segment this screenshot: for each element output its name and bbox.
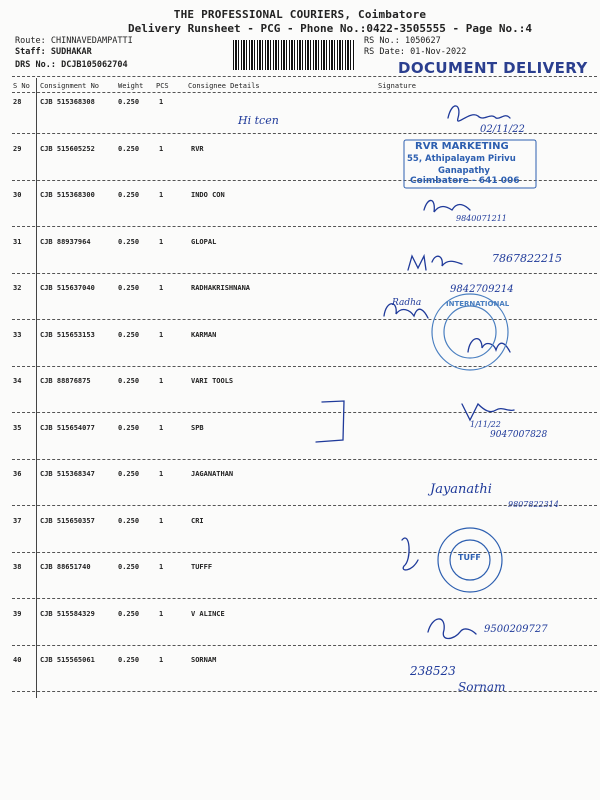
cell-consignee: GLOPAL — [191, 238, 217, 246]
handwritten-date-35: 1/11/22 — [470, 420, 501, 429]
cell-consignment: CJB 515368300 — [40, 191, 95, 199]
cell-sno: 36 — [13, 470, 22, 478]
cell-consignee: RADHAKRISHNANA — [191, 284, 251, 292]
cell-pcs: 1 — [159, 424, 164, 432]
cell-sno: 40 — [13, 656, 22, 664]
cell-consignment: CJB 88876875 — [40, 377, 91, 385]
cell-consignee: KARMAN — [191, 331, 217, 339]
bracket-mark-35 — [316, 401, 344, 442]
cell-pcs: 1 — [159, 563, 164, 571]
cell-pcs: 1 — [159, 284, 164, 292]
signature-39 — [428, 619, 476, 639]
header-rule-bottom — [12, 92, 597, 93]
cell-pcs: 1 — [159, 145, 164, 153]
col-header-sno: S No — [13, 82, 30, 90]
handwritten-number-30: 9840071211 — [456, 214, 507, 223]
col-header-pcs: PCS — [156, 82, 169, 90]
cell-consignee: RVR — [191, 145, 204, 153]
cell-consignment: CJB 515650357 — [40, 517, 95, 525]
cell-weight: 0.250 — [118, 238, 140, 246]
rvr-stamp-line2: 55, Athipalayam Pirivu — [407, 154, 516, 164]
cell-weight: 0.250 — [118, 656, 140, 664]
runsheet-subtitle: Delivery Runsheet - PCG - Phone No.:0422-3505555 - Page No.:4 — [128, 22, 532, 35]
rs-date-label: RS Date: — [364, 47, 405, 57]
row-divider — [12, 412, 597, 413]
cell-weight: 0.250 — [118, 284, 140, 292]
cell-sno: 29 — [13, 145, 22, 153]
cell-consignment: CJB 515637040 — [40, 284, 95, 292]
col-header-consignee: Consignee Details — [188, 82, 260, 90]
cell-weight: 0.250 — [118, 610, 140, 618]
table-row — [0, 563, 600, 573]
table-row — [0, 98, 600, 108]
cell-consignment: CJB 515584329 — [40, 610, 95, 618]
row-divider — [12, 319, 597, 320]
company-title: THE PROFESSIONAL COURIERS, Coimbatore — [173, 8, 427, 21]
col-header-weight: Weight — [118, 82, 144, 90]
handwritten-signature-36: Jayanathi — [430, 482, 492, 497]
route-value: CHINNAVEDAMPATTI — [50, 36, 133, 46]
rs-date-value: 01-Nov-2022 — [410, 47, 467, 57]
cell-weight: 0.250 — [118, 517, 140, 525]
cell-consignee: JAGANATHAN — [191, 470, 234, 478]
drs-label: DRS No.: — [15, 60, 56, 70]
barcode — [233, 40, 355, 70]
cell-weight: 0.250 — [118, 563, 140, 571]
table-row — [0, 238, 600, 248]
rvr-stamp-line1: RVR MARKETING — [415, 141, 509, 152]
cell-pcs: 1 — [159, 656, 164, 664]
handwritten-consignee-28: Hi tcen — [238, 114, 279, 127]
row-divider — [12, 645, 597, 646]
cell-weight: 0.250 — [118, 377, 140, 385]
cell-consignment: CJB 88937964 — [40, 238, 91, 246]
rvr-stamp-line3: Ganapathy — [438, 166, 490, 176]
row-divider — [12, 366, 597, 367]
cell-sno: 37 — [13, 517, 22, 525]
cell-consignment: CJB 515605252 — [40, 145, 95, 153]
route-line — [15, 36, 133, 46]
document-delivery-stamp: DOCUMENT DELIVERY — [398, 59, 588, 77]
col-header-consignment: Consignment No — [40, 82, 100, 90]
cell-consignee: SORNAM — [191, 656, 217, 664]
cell-consignment: CJB 515654077 — [40, 424, 95, 432]
cell-pcs: 1 — [159, 238, 164, 246]
table-row — [0, 610, 600, 620]
cell-weight: 0.250 — [118, 424, 140, 432]
column-divider — [36, 78, 37, 698]
cell-consignee: TUFFF — [191, 563, 213, 571]
cell-sno: 39 — [13, 610, 22, 618]
cell-pcs: 1 — [159, 377, 164, 385]
cell-pcs: 1 — [159, 98, 164, 106]
table-row — [0, 470, 600, 480]
cell-consignee: INDO CON — [191, 191, 225, 199]
handwritten-name-32: Radha — [392, 298, 422, 308]
cell-pcs: 1 — [159, 517, 164, 525]
row-divider — [12, 691, 597, 692]
table-row — [0, 191, 600, 201]
handwritten-date-28: 02/11/22 — [480, 124, 525, 135]
table-row — [0, 377, 600, 387]
cell-consignment: CJB 515368308 — [40, 98, 95, 106]
table-row — [0, 656, 600, 666]
cell-pcs: 1 — [159, 470, 164, 478]
handwritten-number-35: 9047007828 — [490, 430, 548, 440]
cell-consignment: CJB 515653153 — [40, 331, 95, 339]
rs-no-value: 1050627 — [404, 36, 441, 46]
cell-pcs: 1 — [159, 191, 164, 199]
signature-30 — [424, 200, 470, 212]
seal1-text: INTERNATIONAL — [446, 300, 510, 308]
staff-line — [15, 47, 92, 57]
handwritten-number-31: 7867822215 — [492, 252, 562, 265]
cell-consignee: CRI — [191, 517, 204, 525]
row-divider — [12, 273, 597, 274]
signature-31 — [408, 256, 462, 270]
cell-consignee: SPB — [191, 424, 204, 432]
cell-sno: 31 — [13, 238, 22, 246]
cell-pcs: 1 — [159, 610, 164, 618]
header-rule-top — [12, 76, 597, 77]
cell-consignment: CJB 88651740 — [40, 563, 91, 571]
row-divider — [12, 598, 597, 599]
cell-consignment: CJB 515368347 — [40, 470, 95, 478]
cell-sno: 33 — [13, 331, 22, 339]
cell-sno: 34 — [13, 377, 22, 385]
cell-sno: 30 — [13, 191, 22, 199]
cell-sno: 32 — [13, 284, 22, 292]
drs-line — [15, 60, 128, 70]
row-divider — [12, 226, 597, 227]
staff-label: Staff: — [15, 47, 46, 57]
col-header-signature: Signature — [378, 82, 416, 90]
signature-28 — [448, 106, 510, 121]
seal2-text: TUFF — [458, 553, 481, 562]
staff-value: SUDHAKAR — [50, 47, 92, 57]
handwritten-number-39: 9500209727 — [484, 624, 548, 635]
cell-pcs: 1 — [159, 331, 164, 339]
drs-value: DCJB105062704 — [61, 60, 128, 70]
cell-sno: 38 — [13, 563, 22, 571]
cell-weight: 0.250 — [118, 98, 140, 106]
table-row — [0, 331, 600, 341]
handwritten-number-32: 9842709214 — [450, 284, 514, 295]
table-row — [0, 517, 600, 527]
route-label: Route: — [15, 36, 46, 46]
cell-consignment: CJB 515565061 — [40, 656, 95, 664]
cell-sno: 35 — [13, 424, 22, 432]
cell-consignee: V ALINCE — [191, 610, 225, 618]
handwritten-number-36: 9807822314 — [508, 500, 559, 509]
cell-weight: 0.250 — [118, 191, 140, 199]
rs-no-line — [364, 36, 441, 46]
handwritten-signature-40: Sornam — [458, 680, 506, 694]
cell-consignee: VARI TOOLS — [191, 377, 234, 385]
row-divider — [12, 459, 597, 460]
rs-no-label: RS No.: — [364, 36, 400, 46]
row-divider — [12, 552, 597, 553]
cell-weight: 0.250 — [118, 331, 140, 339]
cell-sno: 28 — [13, 98, 22, 106]
cell-weight: 0.250 — [118, 470, 140, 478]
rvr-stamp-line4: Coimbatore - 641 006 — [410, 176, 520, 186]
cell-weight: 0.250 — [118, 145, 140, 153]
handwritten-number-40: 238523 — [410, 664, 456, 678]
rs-date-line — [364, 47, 466, 57]
